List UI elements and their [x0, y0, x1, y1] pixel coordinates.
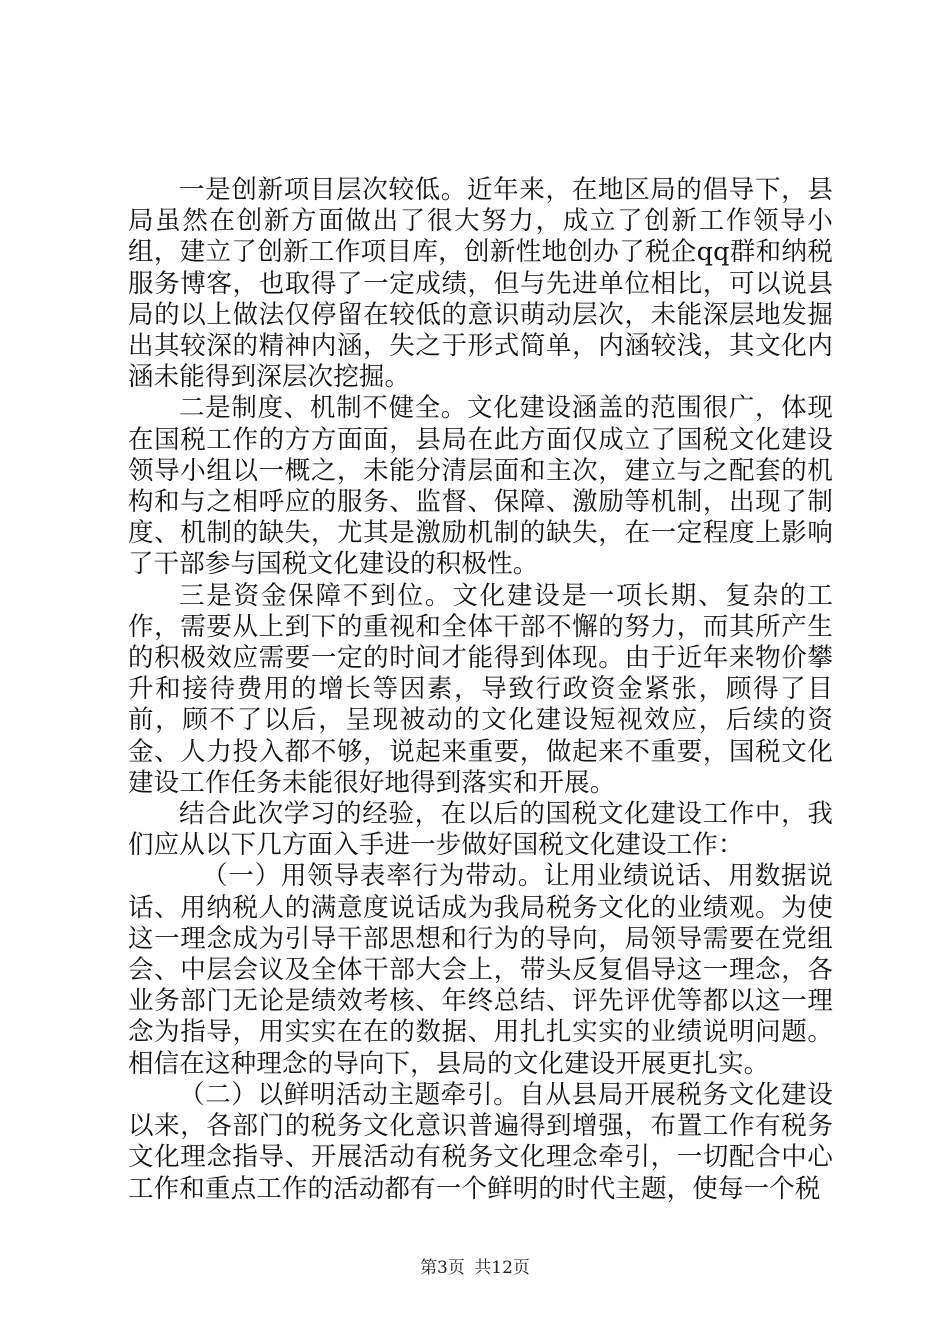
paragraph-6: （二）以鲜明活动主题牵引。自从县局开展税务文化建设以来，各部门的税务文化意识普遍得到增强，布置工作有税务文化理念指导、开展活动有税务文化理念牵引，一切配合中心工作和重点工作的活动都有一个鲜明的时代主题，使每一个税 [128, 1079, 833, 1204]
paragraph-5: （一）用领导表率行为带动。让用业绩说话、用数据说话、用纳税人的满意度说话成为我局税务文化的业绩观。为使这一理念成为引导干部思想和行为的导向，局领导需要在党组会、中层会议及全体干部大会上，带头反复倡导这一理念，各业务部门无论是绩效考核、年终总结、评先评优等都以这一理念为指导，用实实在在的数据、用扎扎实实的业绩说明问题。相信在这种理念的导向下，县局的文化建设开展更扎实。 [128, 861, 833, 1079]
paragraph-3: 三是资金保障不到位。文化建设是一项长期、复杂的工作，需要从上到下的重视和全体干部不懈的努力，而其所产生的积极效应需要一定的时间才能得到体现。由于近年来物价攀升和接待费用的增长等因素，导致行政资金紧张，顾得了目前，顾不了以后，呈现被动的文化建设短视效应，后续的资金、人力投入都不够，说起来重要，做起来不重要，国税文化建设工作任务未能很好地得到落实和开展。 [128, 580, 833, 798]
paragraph-2: 二是制度、机制不健全。文化建设涵盖的范围很广，体现在国税工作的方方面面，县局在此方面仅成立了国税文化建设领导小组以一概之，未能分清层面和主次，建立与之配套的机构和与之相呼应的服务、监督、保障、激励等机制，出现了制度、机制的缺失，尤其是激励机制的缺失，在一定程度上影响了干部参与国税文化建设的积极性。 [128, 393, 833, 580]
paragraph-1: 一是创新项目层次较低。近年来，在地区局的倡导下，县局虽然在创新方面做出了很大努力，成立了创新工作领导小组，建立了创新工作项目库，创新性地创办了税企qq群和纳税服务博客，也取得了一定成绩，但与先进单位相比，可以说县局的以上做法仅停留在较低的意识萌动层次，未能深层地发掘出其较深的精神内涵，失之于形式简单，内涵较浅，其文化内涵未能得到深层次挖掘。 [128, 175, 833, 393]
page-number-footer: 第3页 共12页 [420, 1258, 530, 1278]
paragraph-4: 结合此次学习的经验，在以后的国税文化建设工作中，我们应从以下几方面入手进一步做好国税文化建设工作： [128, 799, 833, 861]
document-body [128, 175, 833, 1205]
